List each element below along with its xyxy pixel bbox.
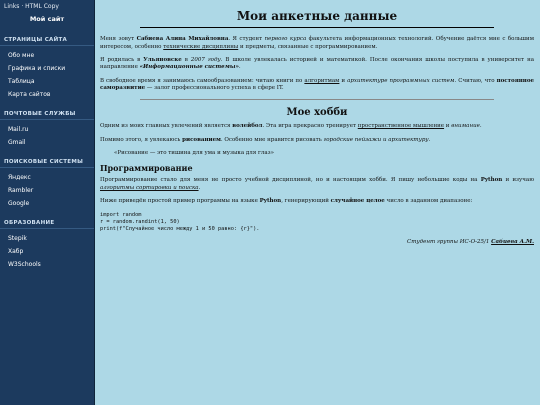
sidebar-section-search: ПОИСКОВЫЕ СИСТЕМЫ	[0, 157, 94, 168]
drawing-paragraph	[100, 137, 534, 144]
python-text: Python	[259, 198, 282, 205]
python-text: Python	[480, 177, 503, 184]
course-text: первого курса	[264, 36, 307, 43]
sidebar	[0, 0, 94, 405]
landscapes-text: городские пейзажи и архитектуру	[323, 136, 429, 143]
title-rule	[140, 27, 494, 28]
text: число в заданном диапазоне:	[384, 198, 473, 205]
volleyball-paragraph	[100, 123, 534, 130]
architecture-text: архитектуре программных систем	[347, 77, 455, 84]
text: В свободное время я занимаюсь самообразованием: читаю книги по	[100, 77, 305, 84]
random-int-text: случайное целое	[330, 198, 385, 205]
algorithms-link[interactable]: алгоритмам	[304, 77, 340, 84]
text: . Я студент	[228, 36, 265, 43]
drawing-text: рисованием	[182, 136, 221, 143]
example-paragraph	[100, 198, 534, 205]
text: Одним из моих главных увлечений является	[100, 123, 233, 130]
city-text: Ульяновске	[143, 57, 182, 64]
sidebar-item-table[interactable]: Таблица	[8, 78, 35, 85]
sidebar-section-education: ОБРАЗОВАНИЕ	[0, 218, 94, 229]
text: . Считаю, что	[454, 77, 497, 84]
code-block: import random r = random.randint(1, 50) print(f"Случайное число между 1 и 50 равно: {r}").	[100, 211, 260, 232]
text: .	[479, 123, 482, 130]
sidebar-item-graphics[interactable]: Графика и списки	[8, 65, 66, 72]
attention-text: внимание	[451, 123, 480, 130]
year-text: 2007 году	[190, 57, 221, 64]
site-title[interactable]: Мой сайт	[29, 15, 65, 23]
sidebar-section-mail: ПОЧТОВЫЕ СЛУЖБЫ	[0, 109, 94, 120]
sidebar-item-about[interactable]: Обо мне	[8, 52, 35, 59]
programming-heading: Программирование	[100, 163, 193, 174]
text: . В школе увлекалась историей и математикой. После окончания школы поступила в университет на направление	[100, 57, 535, 71]
tech-disciplines-link[interactable]: технические дисциплины	[163, 43, 239, 50]
spatial-thinking-link[interactable]: пространственное мышление	[357, 123, 445, 130]
birth-paragraph	[100, 57, 534, 72]
text: . Эта игра прекрасно тренирует	[262, 123, 358, 130]
freetime-paragraph	[100, 78, 534, 93]
programming-paragraph	[100, 177, 534, 192]
full-name: Сабиева Алина Михайловна	[136, 36, 229, 43]
signature-name: Сабиева А.М.	[491, 238, 534, 245]
sidebar-section-pages: СТРАНИЦЫ САЙТА	[0, 35, 94, 46]
text: .	[238, 64, 241, 71]
self-development-text: постоянное саморазвитие	[100, 77, 534, 92]
text: Программирование стало для меня не просто учебной дисциплиной, но и настоящим хобби. Я пишу небольшие коды на	[100, 177, 481, 184]
sidebar-item-rambler[interactable]: Rambler	[8, 187, 34, 194]
text: факультета информационных технологий. Обучение даётся мне с большим интересом, особенно	[100, 36, 534, 50]
text: и изучаю	[502, 177, 534, 184]
text: . Особенно мне нравится рисовать	[220, 136, 324, 143]
hobby-title: Мое хобби	[286, 106, 348, 118]
text: — залог профессионального успеха в сфере IT.	[145, 85, 284, 92]
text: и предметы, связанные с программированием.	[238, 43, 378, 50]
text: , генерирующий	[281, 198, 331, 205]
direction-text: «Информационные системы»	[139, 64, 239, 71]
text: и	[339, 77, 348, 84]
text: .	[428, 136, 431, 143]
sidebar-item-yandex[interactable]: Яндекс	[8, 174, 31, 181]
intro-paragraph	[100, 36, 534, 51]
sidebar-item-gmail[interactable]: Gmail	[8, 139, 26, 146]
main-content	[96, 0, 540, 405]
sidebar-item-w3schools[interactable]: W3Schools	[8, 261, 41, 268]
page-title: Мои анкетные данные	[236, 9, 398, 23]
sidebar-item-sitemap[interactable]: Карта сайтов	[8, 91, 51, 98]
signature-group: Студент группы ИС-О-25/1	[407, 238, 492, 245]
volleyball-text: волейбол	[232, 123, 263, 130]
algorithms-sort-link[interactable]: алгоритмы сортировки и поиска	[100, 184, 199, 191]
signature	[100, 239, 534, 246]
sidebar-divider	[94, 0, 95, 405]
sidebar-item-habr[interactable]: Хабр	[8, 248, 24, 255]
text: и	[444, 123, 452, 130]
text: Ниже приведён простой пример программы на языке	[100, 198, 260, 205]
section-rule	[140, 99, 494, 100]
sidebar-top-links[interactable]: Links · HTML Copy	[4, 3, 59, 10]
sidebar-item-mailru[interactable]: Mail.ru	[8, 126, 29, 133]
sidebar-item-stepik[interactable]: Stepik	[8, 235, 27, 242]
sidebar-item-google[interactable]: Google	[8, 200, 30, 207]
text: Помимо этого, я увлекаюсь	[100, 136, 183, 143]
text: Меня зовут	[100, 36, 137, 43]
text: .	[198, 184, 201, 191]
text: в	[181, 57, 191, 64]
quote: «Рисование — это тишина для ума и музыка для глаз»	[114, 150, 274, 157]
text: Я родилась в	[100, 57, 144, 64]
